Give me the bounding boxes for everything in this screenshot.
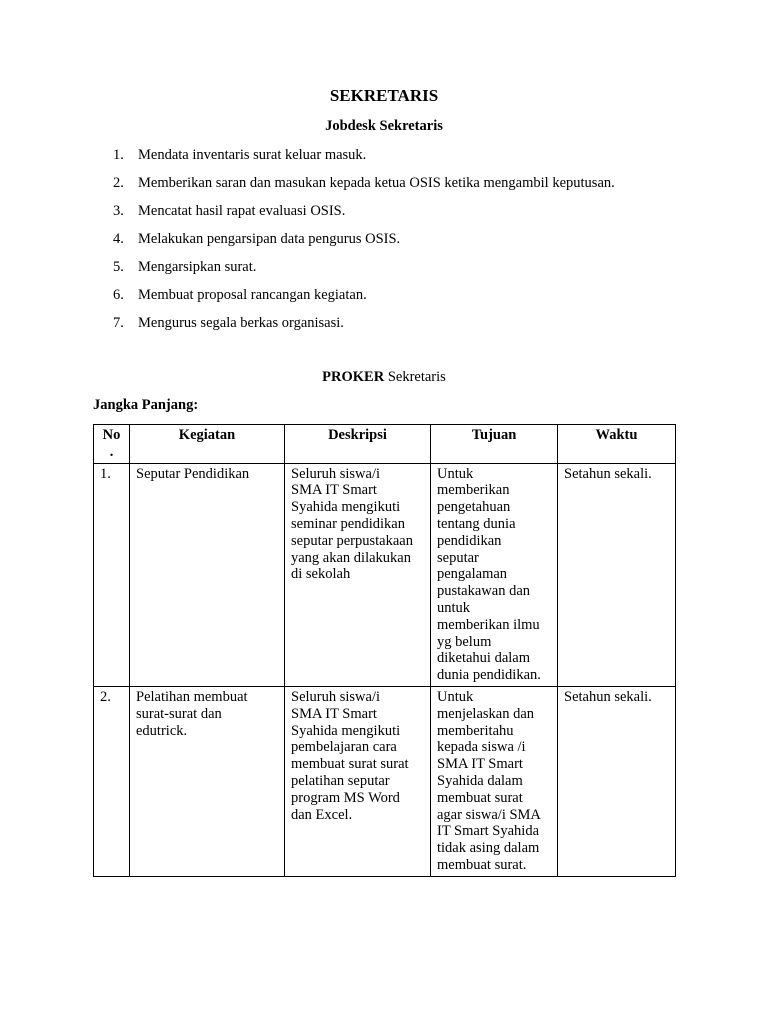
section-heading: Jangka Panjang:	[93, 397, 199, 413]
table-row	[94, 686, 676, 876]
cell-kegiatan: Seputar Pendidikan	[130, 463, 285, 686]
jobdesk-list	[113, 145, 615, 341]
list-item	[113, 313, 615, 341]
list-text: Mencatat hasil rapat evaluasi OSIS.	[138, 203, 346, 219]
list-item	[113, 285, 615, 313]
list-text: Mendata inventaris surat keluar masuk.	[138, 147, 367, 163]
cell-waktu: Setahun sekali.	[558, 686, 676, 876]
cell-deskripsi: Seluruh siswa/i SMA IT Smart Syahida mengikuti pembelajaran cara membuat surat surat pelatihan seputar program MS Word dan Excel.	[285, 686, 431, 876]
list-item	[113, 173, 615, 201]
list-number: 1.	[113, 147, 124, 163]
cell-tujuan: Untuk memberikan pengetahuan tentang dunia pendidikan seputar pengalaman pustakawan dan untuk memberikan ilmu yg belum diketahui dalam dunia pendidikan.	[431, 463, 558, 686]
list-text: Mengarsipkan surat.	[138, 259, 257, 275]
header-kegiatan: Kegiatan	[130, 425, 285, 464]
list-text: Memberikan saran dan masukan kepada ketua OSIS ketika mengambil keputusan.	[138, 175, 615, 191]
header-tujuan: Tujuan	[431, 425, 558, 464]
list-item	[113, 229, 615, 257]
cell-no: 1.	[94, 463, 130, 686]
header-no: No .	[94, 425, 130, 464]
list-item	[113, 145, 615, 173]
list-number: 3.	[113, 203, 124, 219]
proker-rest: Sekretaris	[384, 369, 446, 385]
proker-heading	[0, 369, 768, 386]
list-item	[113, 257, 615, 285]
list-text: Melakukan pengarsipan data pengurus OSIS.	[138, 231, 401, 247]
table-row	[94, 463, 676, 686]
cell-tujuan: Untuk menjelaskan dan memberitahu kepada siswa /i SMA IT Smart Syahida dalam membuat surat agar siswa/i SMA IT Smart Syahida tidak asing dalam membuat surat.	[431, 686, 558, 876]
cell-waktu: Setahun sekali.	[558, 463, 676, 686]
proker-bold: PROKER	[322, 369, 385, 385]
list-number: 2.	[113, 175, 124, 191]
list-number: 4.	[113, 231, 124, 247]
cell-deskripsi: Seluruh siswa/i SMA IT Smart Syahida mengikuti seminar pendidikan seputar perpustakaan yang akan dilakukan di sekolah	[285, 463, 431, 686]
cell-no: 2.	[94, 686, 130, 876]
list-number: 6.	[113, 287, 124, 303]
list-number: 5.	[113, 259, 124, 275]
section-subtitle: Jobdesk Sekretaris	[325, 118, 443, 134]
page-title: SEKRETARIS	[329, 86, 439, 105]
table-header-row	[94, 425, 676, 464]
header-deskripsi: Deskripsi	[285, 425, 431, 464]
list-text: Membuat proposal rancangan kegiatan.	[138, 287, 367, 303]
header-waktu: Waktu	[558, 425, 676, 464]
list-number: 7.	[113, 315, 124, 331]
proker-table	[93, 424, 676, 877]
list-item	[113, 201, 615, 229]
list-text: Mengurus segala berkas organisasi.	[138, 315, 344, 331]
cell-kegiatan: Pelatihan membuat surat-surat dan edutrick.	[130, 686, 285, 876]
